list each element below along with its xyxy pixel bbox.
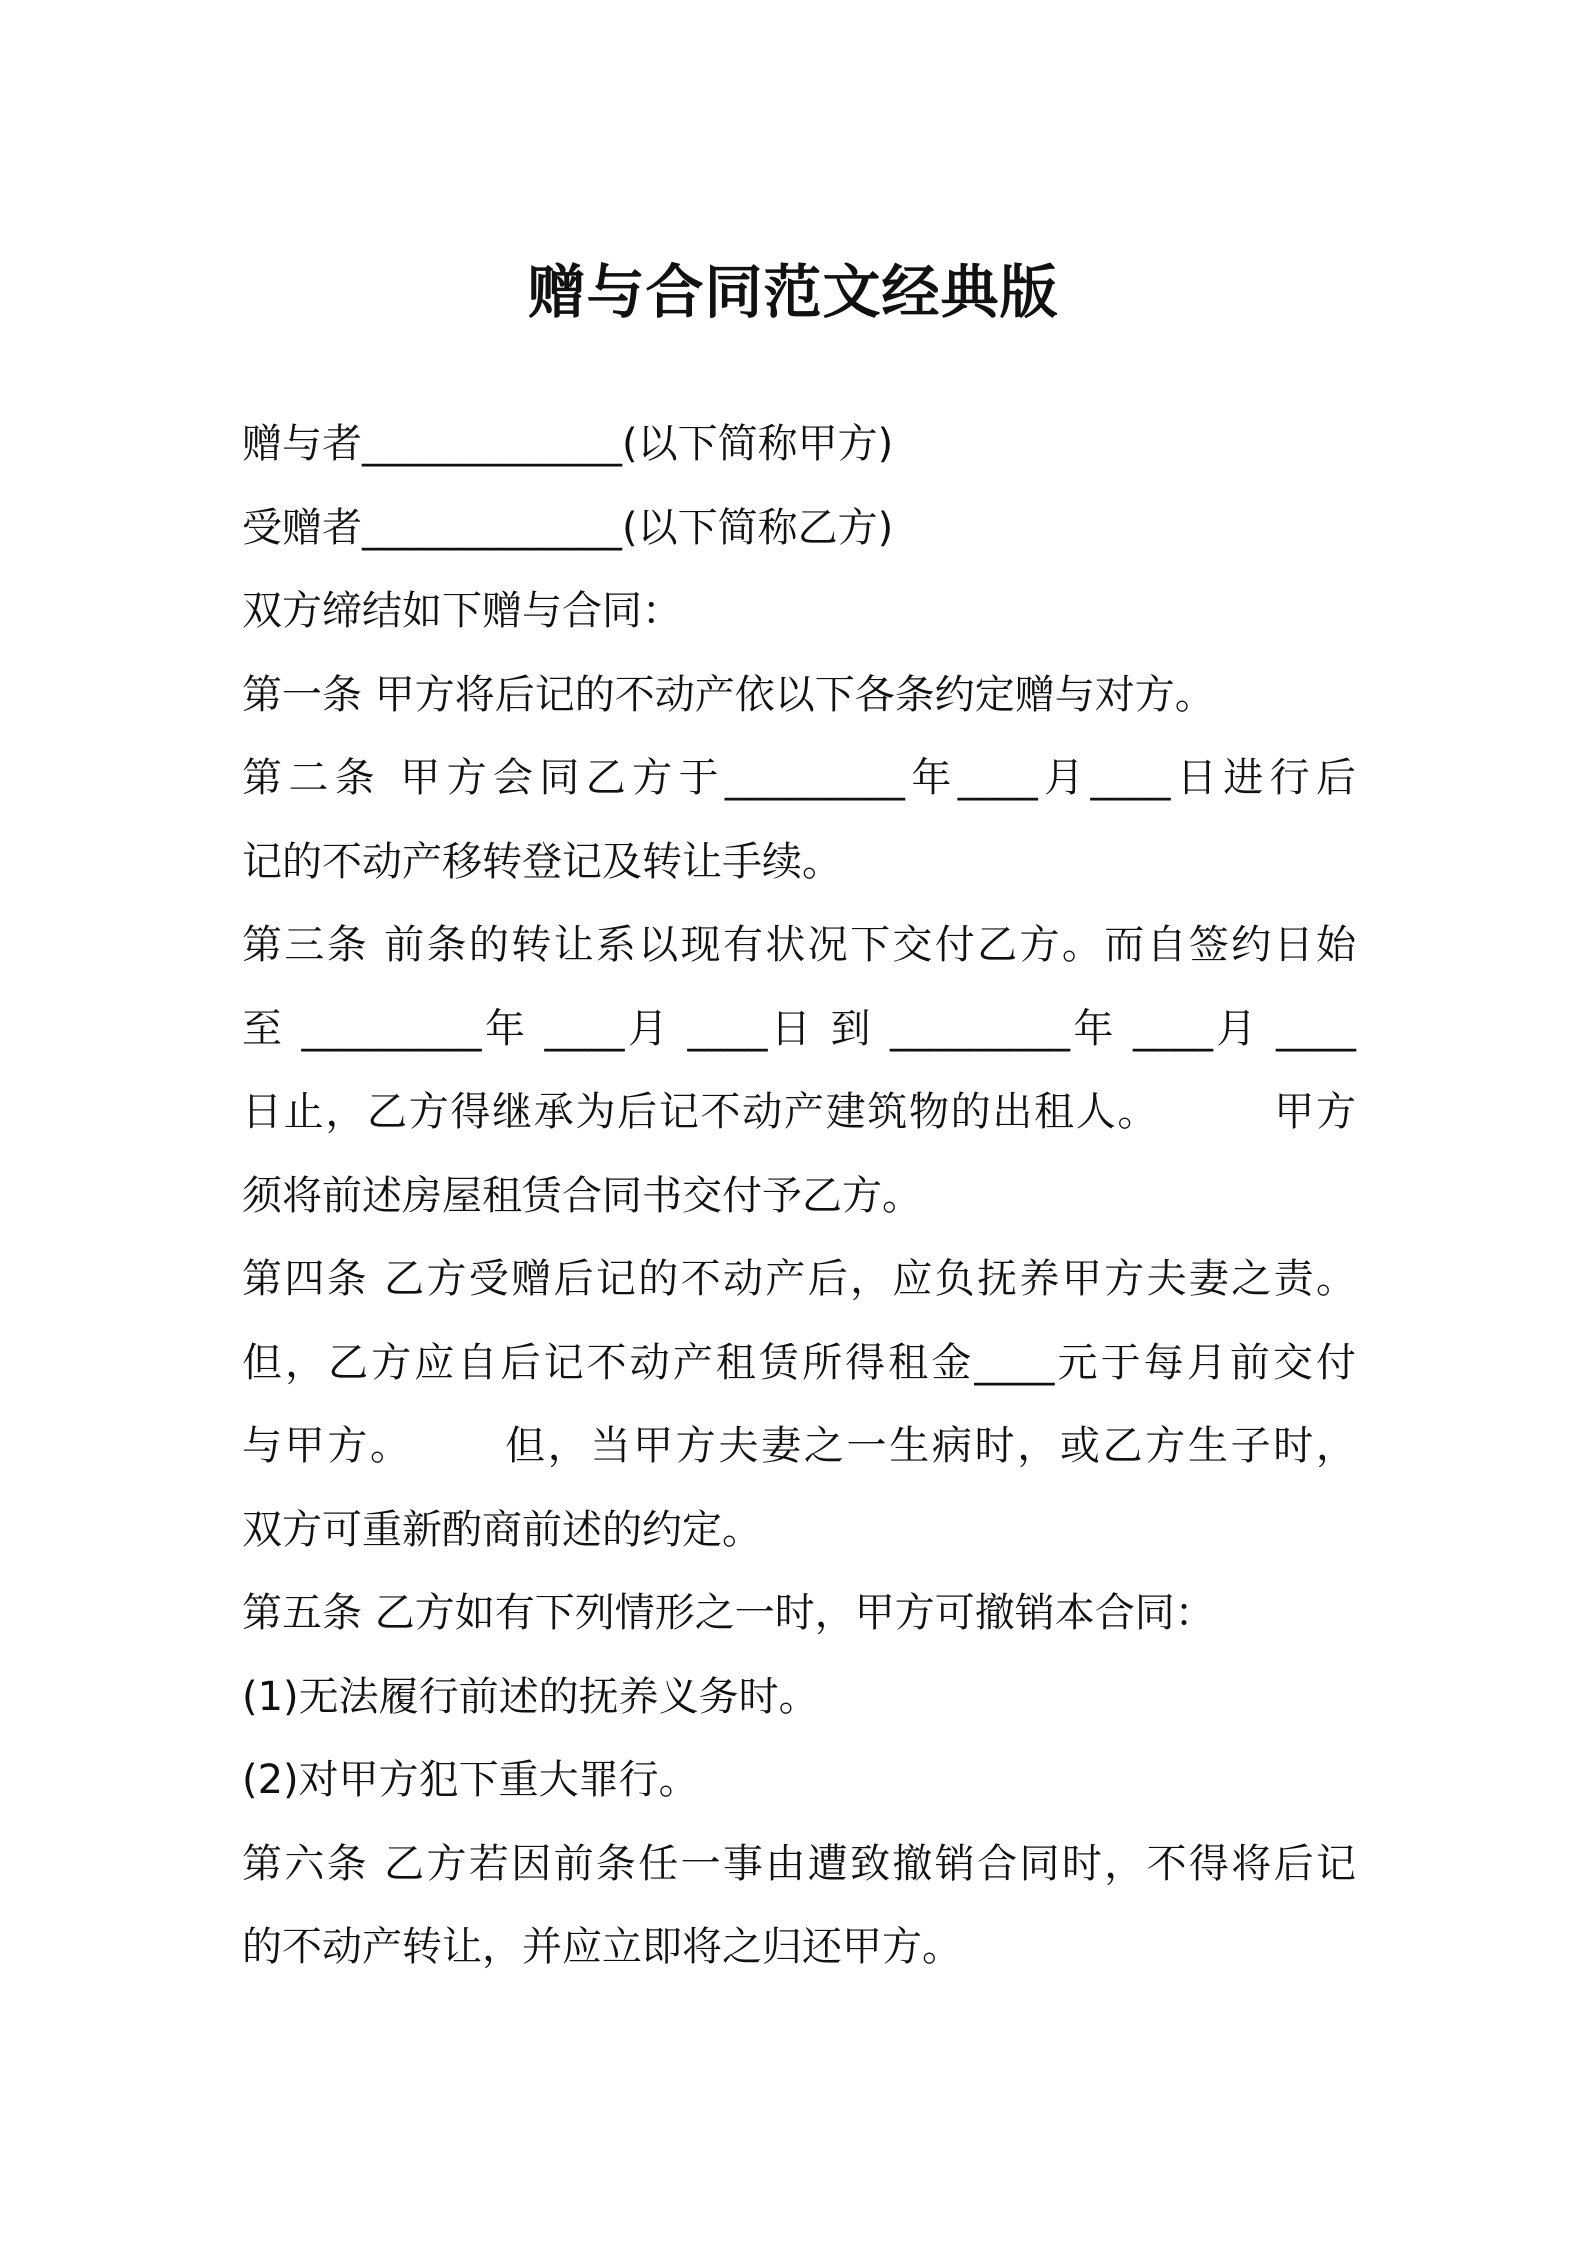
article-4-line-4: 双方可重新酌商前述的约定。 [242, 1506, 762, 1553]
article-3-line-3: 日止，乙方得继承为后记不动产建筑物的出租人。 甲方 [242, 1089, 1356, 1135]
article-5-item-2: (2)对甲方犯下重大罪行。 [242, 1757, 699, 1803]
article-5: 第五条 乙方如有下列情形之一时，甲方可撤销本合同： [242, 1590, 1215, 1636]
article-2-line-1: 第二条 甲方会同乙方于_________年____月____日进行后 [242, 755, 1356, 801]
preamble-line: 双方缔结如下赠与合同： [242, 588, 682, 634]
article-1: 第一条 甲方将后记的不动产依以下各条约定赠与对方。 [242, 671, 1215, 718]
article-5-item-1: (1)无法履行前述的抚养义务时。 [242, 1673, 819, 1720]
article-4-line-1: 第四条 乙方受赠后记的不动产后，应负抚养甲方夫妻之责。 [242, 1256, 1356, 1302]
contract-body [242, 403, 1356, 1990]
article-3-line-1: 第三条 前条的转让系以现有状况下交付乙方。而自签约日始 [242, 922, 1356, 968]
donor-line: 赠与者_____________(以下简称甲方) [242, 421, 894, 467]
document-title: 赠与合同范文经典版 [527, 258, 1059, 326]
article-6-line-1: 第六条 乙方若因前条任一事由遭致撤销合同时，不得将后记 [242, 1840, 1356, 1887]
article-2-line-2: 记的不动产移转登记及转让手续。 [242, 838, 842, 885]
article-6-line-2: 的不动产转让，并应立即将之归还甲方。 [242, 1924, 962, 1970]
article-3-line-4: 须将前述房屋租赁合同书交付予乙方。 [242, 1172, 922, 1219]
article-4-line-2: 但，乙方应自后记不动产租赁所得租金____元于每月前交付 [242, 1339, 1356, 1386]
donee-line: 受赠者_____________(以下简称乙方) [242, 504, 894, 551]
article-4-line-3: 与甲方。 但，当甲方夫妻之一生病时，或乙方生子时， [242, 1423, 1356, 1469]
article-3-line-2: 至 _________年 ____月 ____日 到 _________年 ____月 ____ [242, 1005, 1356, 1052]
